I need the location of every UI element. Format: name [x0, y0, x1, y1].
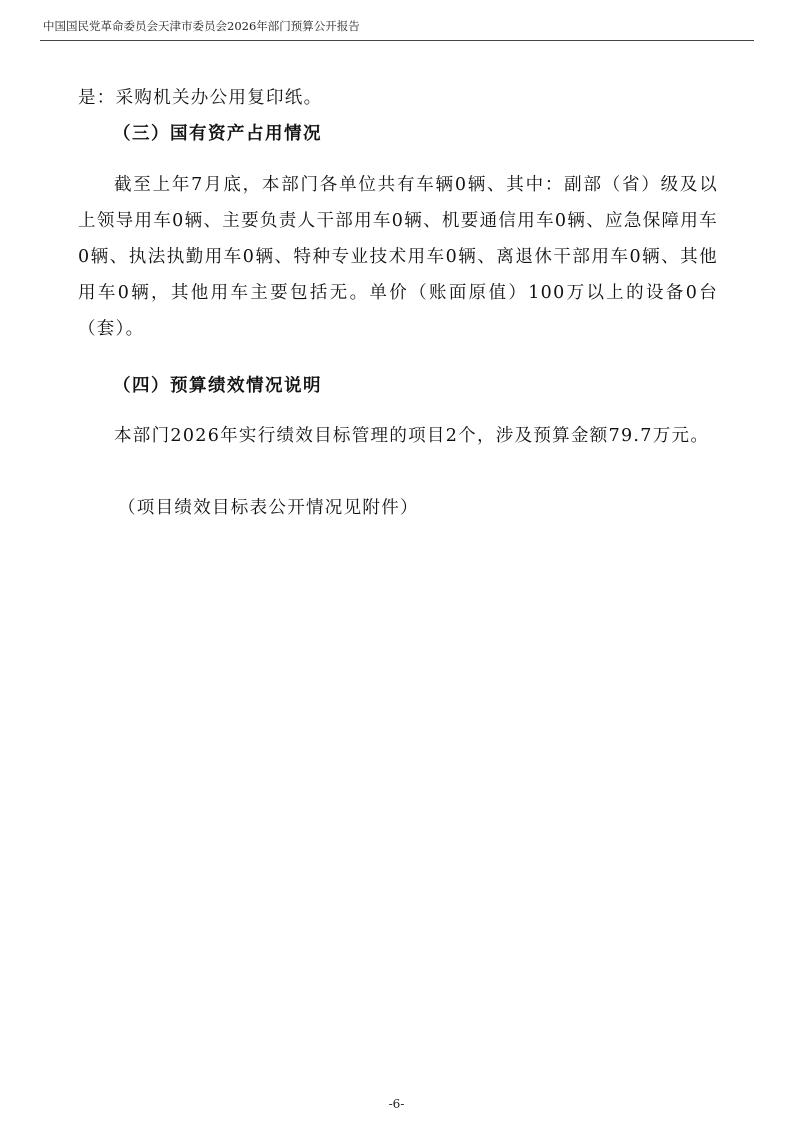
assets-paragraph: 截至上年7月底，本部门各单位共有车辆0辆、其中：副部（省）级及以上领导用车0辆、主要负责人干部用车0辆、机要通信用车0辆、应急保障用车0辆、执法执勤用车0辆、特种专业技术用车0辆、离退休干部用车0辆、其他用车0辆，其他用车主要包括无。单价（账面原值）100万以上的设备0台（套）。: [78, 175, 718, 339]
performance-paragraph: 本部门2026年实行绩效目标管理的项目2个，涉及预算金额79.7万元。: [114, 426, 710, 446]
section-heading-performance: （四）预算绩效情况说明: [113, 376, 322, 396]
attachment-note: （项目绩效目标表公开情况见附件）: [118, 498, 419, 518]
section-heading-assets: （三）国有资产占用情况: [113, 124, 322, 144]
header-divider: [40, 40, 754, 41]
page-number: -6-: [388, 1097, 405, 1111]
continuation-text: 是：采购机关办公用复印纸。: [78, 88, 323, 108]
page-header-title: 中国国民党革命委员会天津市委员会2026年部门预算公开报告: [43, 19, 360, 33]
